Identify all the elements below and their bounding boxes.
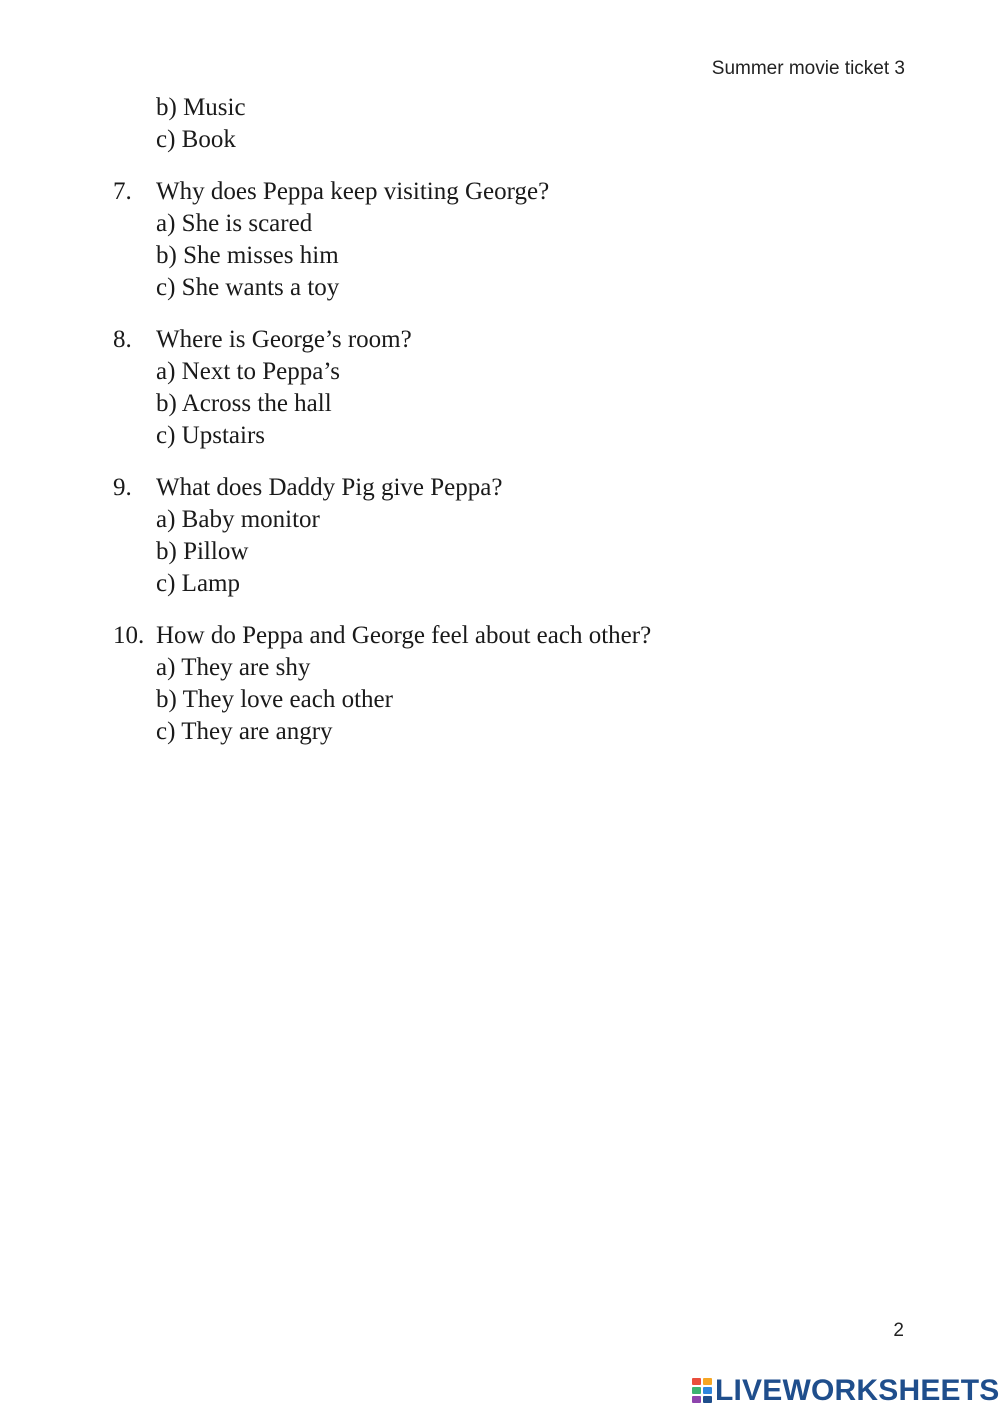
option: c) They are angry bbox=[156, 718, 333, 745]
option: b) They love each other bbox=[156, 686, 393, 713]
question-8 bbox=[113, 324, 913, 452]
option: c) Lamp bbox=[156, 570, 240, 597]
question-7 bbox=[113, 176, 913, 304]
question-10 bbox=[113, 620, 913, 748]
option: c) Upstairs bbox=[156, 422, 265, 449]
option: c) Book bbox=[156, 126, 236, 153]
question-text: Where is George’s room? bbox=[156, 326, 412, 353]
question-text: How do Peppa and George feel about each other? bbox=[156, 622, 652, 649]
option-list bbox=[156, 652, 913, 748]
option: b) Music bbox=[156, 94, 246, 121]
option: b) Across the hall bbox=[156, 390, 332, 417]
logo-block bbox=[692, 1387, 701, 1394]
option: c) She wants a toy bbox=[156, 274, 340, 301]
liveworksheets-brand bbox=[692, 1374, 1000, 1408]
option: a) They are shy bbox=[156, 654, 311, 681]
logo-block bbox=[703, 1378, 712, 1385]
logo-block bbox=[703, 1387, 712, 1394]
brand-name: LIVEWORKSHEETS bbox=[715, 1374, 1000, 1407]
option-list bbox=[156, 208, 913, 304]
question-number: 8. bbox=[113, 326, 132, 353]
logo-block bbox=[692, 1396, 701, 1403]
page-number: 2 bbox=[893, 1320, 904, 1341]
continued-options bbox=[156, 92, 913, 156]
logo-block bbox=[703, 1396, 712, 1403]
worksheet-content bbox=[113, 92, 913, 768]
question-text: What does Daddy Pig give Peppa? bbox=[156, 474, 503, 501]
liveworksheets-logo-icon bbox=[692, 1378, 712, 1404]
option: b) Pillow bbox=[156, 538, 249, 565]
logo-block bbox=[692, 1378, 701, 1385]
option: a) She is scared bbox=[156, 210, 313, 237]
option: a) Next to Peppa’s bbox=[156, 358, 340, 385]
option: b) She misses him bbox=[156, 242, 339, 269]
question-number: 9. bbox=[113, 474, 132, 501]
option-list bbox=[156, 504, 913, 600]
question-9 bbox=[113, 472, 913, 600]
question-number: 10. bbox=[113, 622, 145, 649]
worksheet-title: Summer movie ticket 3 bbox=[711, 58, 905, 79]
question-number: 7. bbox=[113, 178, 132, 205]
option-list bbox=[156, 356, 913, 452]
option: a) Baby monitor bbox=[156, 506, 320, 533]
question-text: Why does Peppa keep visiting George? bbox=[156, 178, 550, 205]
